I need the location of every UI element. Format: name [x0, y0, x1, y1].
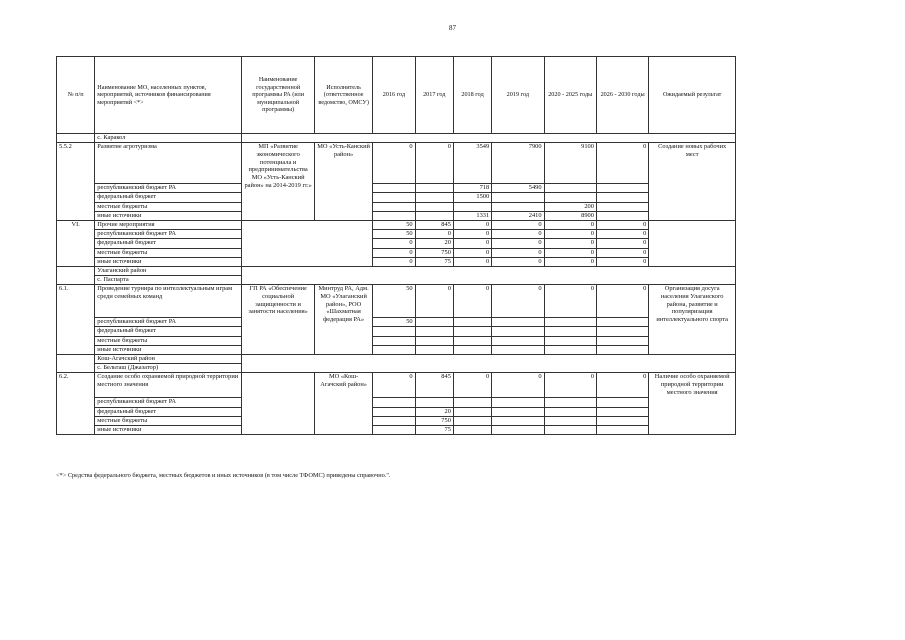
value-2019	[492, 416, 544, 425]
row-name: Проведение турнира по интеллектуальным играм среди семейных команд	[95, 285, 242, 318]
value-2026-2030	[596, 425, 648, 434]
value-2016	[373, 398, 415, 407]
value-2017	[415, 202, 453, 211]
value-2016: 0	[373, 248, 415, 257]
locality-label: с. Каракол	[95, 134, 242, 143]
value-2019	[492, 336, 544, 345]
funding-label: иные источники	[95, 257, 242, 266]
value-2017	[415, 211, 453, 220]
value-2020-2025: 0	[544, 239, 596, 248]
value-2019: 0	[492, 257, 544, 266]
value-2018	[453, 345, 491, 354]
funding-label: местные бюджеты	[95, 248, 242, 257]
value-2017	[415, 318, 453, 327]
header-name: Наименование МО, населенных пунктов, мероприятий, источников финансирования мероприятий <*>	[95, 57, 242, 134]
value-2020-2025: 0	[544, 248, 596, 257]
funding-row	[57, 248, 736, 257]
value-2016	[373, 202, 415, 211]
value-2019: 7900	[492, 143, 544, 184]
table-row	[57, 143, 736, 184]
value-2018	[453, 318, 491, 327]
row-program: ГП РА «Обеспечение социальной защищенности и занятости населения»	[242, 285, 315, 355]
value-2019: 0	[492, 220, 544, 229]
value-2026-2030	[596, 202, 648, 211]
value-2019: 2410	[492, 211, 544, 220]
row-name: Создание особо охраняемой природной территории местного значения	[95, 373, 242, 398]
value-2017	[415, 193, 453, 202]
value-2020-2025: 200	[544, 202, 596, 211]
value-2018	[453, 202, 491, 211]
district-row	[57, 355, 736, 364]
value-2016: 50	[373, 230, 415, 239]
value-2020-2025	[544, 327, 596, 336]
value-2016: 0	[373, 239, 415, 248]
district-row	[57, 266, 736, 275]
row-program	[242, 373, 315, 435]
table-row	[57, 373, 736, 398]
row-result: Организация досуга населения Улаганского района, развитие и популяризация интеллектуального спорта	[649, 285, 736, 355]
value-2020-2025	[544, 193, 596, 202]
header-2016: 2016 год	[373, 57, 415, 134]
row-executor: Минтруд РА, Адм. МО «Улаганский район», РОО «Шахматная федерация РА»	[314, 285, 372, 355]
value-2019: 0	[492, 230, 544, 239]
value-2026-2030	[596, 211, 648, 220]
funding-row	[57, 336, 736, 345]
funding-row	[57, 230, 736, 239]
value-2019	[492, 345, 544, 354]
value-2020-2025: 0	[544, 285, 596, 318]
row-executor: МО «Кош-Агачский район»	[314, 373, 372, 435]
value-2018: 0	[453, 373, 491, 398]
value-2020-2025	[544, 398, 596, 407]
value-2026-2030: 0	[596, 230, 648, 239]
funding-label: иные источники	[95, 425, 242, 434]
header-num: № п/п	[57, 57, 95, 134]
locality-label: с. Бельташ (Джазатор)	[95, 364, 242, 373]
funding-label: республиканский бюджет РА	[95, 318, 242, 327]
value-2017: 75	[415, 257, 453, 266]
header-2019: 2019 год	[492, 57, 544, 134]
value-2018: 0	[453, 239, 491, 248]
value-2019	[492, 425, 544, 434]
value-2019	[492, 398, 544, 407]
value-2017	[415, 398, 453, 407]
value-2020-2025	[544, 318, 596, 327]
page-number: 87	[449, 24, 456, 32]
value-2018	[453, 398, 491, 407]
value-2018: 0	[453, 285, 491, 318]
value-2026-2030	[596, 398, 648, 407]
value-2026-2030: 0	[596, 143, 648, 184]
funding-row	[57, 239, 736, 248]
value-2017: 0	[415, 143, 453, 184]
value-2018: 3549	[453, 143, 491, 184]
value-2016	[373, 336, 415, 345]
table-row	[57, 285, 736, 318]
funding-label: федеральный бюджет	[95, 193, 242, 202]
value-2019: 5490	[492, 184, 544, 193]
value-2016: 0	[373, 143, 415, 184]
value-2017: 20	[415, 239, 453, 248]
funding-row	[57, 407, 736, 416]
value-2019	[492, 407, 544, 416]
value-2019: 0	[492, 373, 544, 398]
value-2019	[492, 318, 544, 327]
value-2018: 1500	[453, 193, 491, 202]
row-name: Развитие агротуризма	[95, 143, 242, 184]
value-2026-2030	[596, 184, 648, 193]
value-2016	[373, 211, 415, 220]
value-2016: 50	[373, 285, 415, 318]
value-2018: 0	[453, 220, 491, 229]
row-number: 5.5.2	[57, 143, 95, 221]
value-2017: 750	[415, 416, 453, 425]
value-2026-2030: 0	[596, 248, 648, 257]
funding-row	[57, 211, 736, 220]
value-2018	[453, 336, 491, 345]
value-2026-2030: 0	[596, 239, 648, 248]
value-2018	[453, 416, 491, 425]
value-2026-2030	[596, 193, 648, 202]
value-2018	[453, 327, 491, 336]
value-2026-2030	[596, 345, 648, 354]
value-2016	[373, 407, 415, 416]
row-result: Создание новых рабочих мест	[649, 143, 736, 221]
value-2017	[415, 184, 453, 193]
value-2020-2025	[544, 425, 596, 434]
value-2020-2025: 0	[544, 373, 596, 398]
footnote: <*> Средства федерального бюджета, местных бюджетов и иных источников (в том числе ТФОМС) приведены справочно.".	[56, 472, 391, 479]
value-2016	[373, 345, 415, 354]
value-2017	[415, 327, 453, 336]
row-result: Наличие особо охраняемой природной территории местного значения	[649, 373, 736, 435]
value-2026-2030: 0	[596, 373, 648, 398]
value-2018	[453, 407, 491, 416]
funding-row	[57, 202, 736, 211]
value-2018: 0	[453, 257, 491, 266]
value-2019	[492, 202, 544, 211]
row-number: 6.2.	[57, 373, 95, 435]
value-2017: 845	[415, 220, 453, 229]
value-2017: 0	[415, 285, 453, 318]
value-2020-2025: 0	[544, 230, 596, 239]
value-2016: 0	[373, 373, 415, 398]
value-2016	[373, 416, 415, 425]
header-2026-2030: 2026 - 2030 годы	[596, 57, 648, 134]
value-2019: 0	[492, 239, 544, 248]
header-2020-2025: 2020 - 2025 годы	[544, 57, 596, 134]
funding-label: местные бюджеты	[95, 202, 242, 211]
value-2020-2025: 0	[544, 220, 596, 229]
value-2020-2025	[544, 336, 596, 345]
district-label: Кош-Агачский район	[95, 355, 242, 364]
funding-label: местные бюджеты	[95, 336, 242, 345]
header-executor: Исполнитель (ответственное ведомство, ОМСУ)	[314, 57, 372, 134]
locality-row	[57, 134, 736, 143]
funding-label: федеральный бюджет	[95, 327, 242, 336]
value-2018: 0	[453, 230, 491, 239]
funding-label: республиканский бюджет РА	[95, 230, 242, 239]
value-2019	[492, 327, 544, 336]
funding-label: местные бюджеты	[95, 416, 242, 425]
value-2026-2030	[596, 407, 648, 416]
header-2017: 2017 год	[415, 57, 453, 134]
funding-row	[57, 257, 736, 266]
value-2020-2025	[544, 407, 596, 416]
value-2016: 0	[373, 257, 415, 266]
funding-label: федеральный бюджет	[95, 407, 242, 416]
value-2019: 0	[492, 248, 544, 257]
value-2017: 750	[415, 248, 453, 257]
value-2026-2030	[596, 318, 648, 327]
value-2017	[415, 336, 453, 345]
section-number: VI.	[57, 220, 95, 266]
value-2016	[373, 184, 415, 193]
value-2020-2025	[544, 416, 596, 425]
funding-label: иные источники	[95, 211, 242, 220]
funding-label: республиканский бюджет РА	[95, 184, 242, 193]
value-2019: 0	[492, 285, 544, 318]
value-2018: 718	[453, 184, 491, 193]
funding-row	[57, 327, 736, 336]
value-2020-2025	[544, 345, 596, 354]
row-program: МП «Развитие экономического потенциала и предпринимательства МО «Усть-Канский район» на 2014-2019 гг.»	[242, 143, 315, 221]
section-row	[57, 220, 736, 229]
funding-label: федеральный бюджет	[95, 239, 242, 248]
value-2026-2030: 0	[596, 257, 648, 266]
value-2016: 50	[373, 318, 415, 327]
program-table	[56, 56, 736, 435]
header-row	[57, 57, 736, 134]
value-2017	[415, 345, 453, 354]
row-executor: МО «Усть-Канский район»	[314, 143, 372, 221]
value-2020-2025: 9100	[544, 143, 596, 184]
district-label: Улаганский район	[95, 266, 242, 275]
funding-row	[57, 398, 736, 407]
row-number: 6.1.	[57, 285, 95, 355]
value-2016: 50	[373, 220, 415, 229]
value-2017: 845	[415, 373, 453, 398]
funding-row	[57, 416, 736, 425]
header-result: Ожидаемый результат	[649, 57, 736, 134]
funding-row	[57, 345, 736, 354]
funding-row	[57, 193, 736, 202]
header-2018: 2018 год	[453, 57, 491, 134]
value-2017: 0	[415, 230, 453, 239]
funding-row	[57, 425, 736, 434]
value-2026-2030	[596, 327, 648, 336]
funding-label: иные источники	[95, 345, 242, 354]
value-2018: 0	[453, 248, 491, 257]
funding-row	[57, 184, 736, 193]
value-2017: 75	[415, 425, 453, 434]
value-2026-2030	[596, 336, 648, 345]
value-2026-2030: 0	[596, 220, 648, 229]
value-2017: 20	[415, 407, 453, 416]
header-program: Наименование государственной программы РА (или муниципальной программы)	[242, 57, 315, 134]
section-name: Прочие мероприятия	[95, 220, 242, 229]
value-2026-2030: 0	[596, 285, 648, 318]
value-2016	[373, 193, 415, 202]
value-2020-2025	[544, 184, 596, 193]
value-2016	[373, 327, 415, 336]
value-2020-2025: 8900	[544, 211, 596, 220]
value-2020-2025: 0	[544, 257, 596, 266]
value-2016	[373, 425, 415, 434]
funding-label: республиканский бюджет РА	[95, 398, 242, 407]
funding-row	[57, 318, 736, 327]
value-2018: 1331	[453, 211, 491, 220]
value-2026-2030	[596, 416, 648, 425]
locality-label: с. Паспарта	[95, 276, 242, 285]
value-2018	[453, 425, 491, 434]
value-2019	[492, 193, 544, 202]
